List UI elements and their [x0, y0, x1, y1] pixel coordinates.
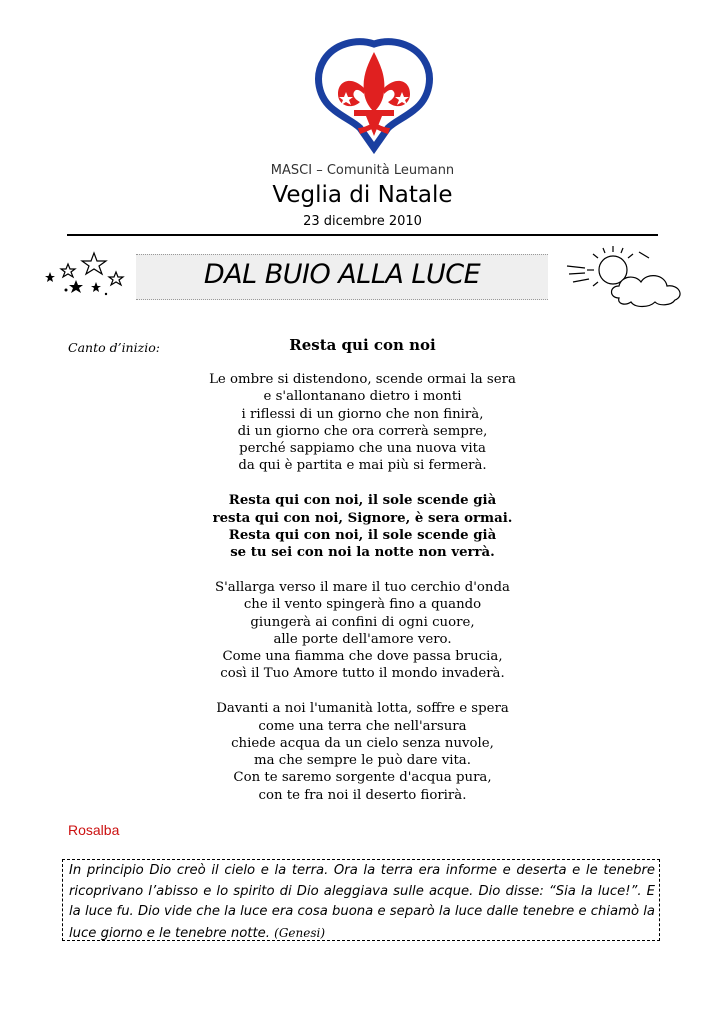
lyric-line: chiede acqua da un cielo senza nuvole,: [231, 735, 494, 751]
lyric-line: alle porte dell'amore vero.: [273, 631, 452, 647]
lyric-line: Le ombre si distendono, scende ormai la sera: [209, 372, 516, 387]
chorus: [0, 492, 725, 561]
lyric-line: i riflessi di un giorno che non finirà,: [241, 406, 484, 422]
lyric-line: da qui è partita e mai più si fermerà.: [238, 458, 487, 474]
banner-title: DAL BUIO ALLA LUCE: [203, 259, 481, 290]
quote-text: In principio Dio creò il cielo e la terra. Ora la terra era informe e deserta e le tenebre ricoprivano l’abisso e lo spirito di Dio aleggiava sulle acque. Dio disse: “Sia la luce!”. E la luce fu. Dio vide che la luce era cosa buona e separò la luce dalle tenebre e chiamò la luce giorno e le tenebre notte.: [69, 863, 655, 941]
organization-name: MASCI – Comunità Leumann: [270, 163, 455, 178]
scripture-quote-box: [62, 859, 660, 941]
song-label: Canto d’inizio:: [68, 340, 160, 355]
lyric-line: di un giorno che ora correrà sempre,: [237, 423, 488, 439]
lyric-line: S'allarga verso il mare il tuo cerchio d'onda: [215, 579, 510, 595]
song-lyrics: [0, 371, 725, 822]
lyric-line: resta qui con noi, Signore, è sera ormai.: [212, 510, 513, 526]
quote-source: (Genesi): [274, 925, 326, 940]
title-banner: [136, 254, 548, 300]
lyric-line: ma che sempre le può dare vita.: [254, 753, 471, 769]
event-title: Veglia di Natale: [272, 182, 453, 208]
lyric-line: perché sappiamo che una nuova vita: [239, 441, 486, 457]
lyric-line: e s'allontanano dietro i monti: [263, 389, 462, 405]
reader-name: Rosalba: [68, 822, 120, 838]
event-date: 23 dicembre 2010: [303, 214, 422, 229]
stars-icon: [44, 250, 128, 300]
stanza-2: [0, 579, 725, 683]
song-title: Resta qui con noi: [289, 336, 436, 354]
lyric-line: Resta qui con noi, il sole scende già: [228, 493, 497, 509]
lyric-line: che il vento spingerà fino a quando: [243, 597, 482, 613]
lyric-line: Come una fiamma che dove passa brucia,: [222, 649, 503, 665]
lyric-line: se tu sei con noi la notte non verrà.: [230, 545, 495, 561]
lyric-line: Resta qui con noi, il sole scende già: [228, 527, 497, 543]
stanza-1: [0, 371, 725, 475]
stanza-3: [0, 700, 725, 804]
lyric-line: così il Tuo Amore tutto il mondo invaderà.: [220, 666, 505, 682]
header-divider: [67, 234, 658, 236]
lyric-line: Davanti a noi l'umanità lotta, soffre e spera: [216, 701, 509, 717]
scout-fleur-de-lis-icon: [312, 36, 436, 154]
lyric-line: Con te saremo sorgente d'acqua pura,: [233, 770, 492, 786]
sun-cloud-icon: [563, 244, 689, 310]
lyric-line: come una terra che nell'arsura: [258, 718, 467, 734]
lyric-line: con te fra noi il deserto fiorirà.: [258, 787, 467, 803]
lyric-line: giungerà ai confini di ogni cuore,: [250, 614, 475, 630]
